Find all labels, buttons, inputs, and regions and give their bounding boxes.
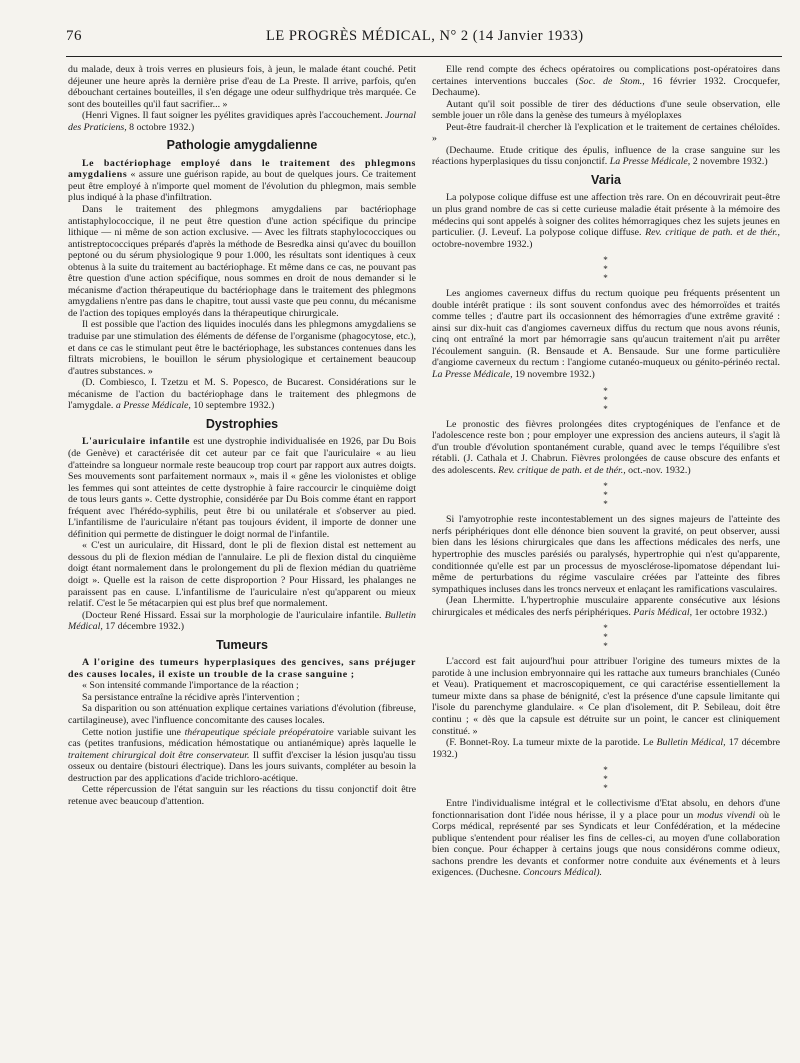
page-number: 76	[66, 28, 82, 44]
paragraph: A l'origine des tumeurs hyperplasiques des gencives, sans préjuger des causes locales, il existe un trouble de la crase sanguine ;	[68, 657, 416, 680]
quote-line: Sa disparition ou son atténuation explique certaines variations d'évolution (fibreuse, cartilagineuse), avec l'influence concomitante des causes locales.	[68, 703, 416, 726]
section-heading-tumeurs: Tumeurs	[216, 637, 268, 652]
paragraph: Le bactériophage employé dans le traitement des phlegmons amygdaliens « assure une guérison rapide, au bout de quelques jours. Ce traitement peut être employé à n'importe quel moment de l'évolution du phlegmon, mais semble plus indiqué à la phase d'infiltration.	[68, 157, 416, 204]
paragraph: Elle rend compte des échecs opératoires ou complications post-opératoires dans certaines interventions buccales (Soc. de Stom., 16 février 1932. Crocquefer, Dechaume).	[432, 64, 780, 99]
paragraph: Le pronostic des fièvres prolongées dites cryptogéniques de l'enfance et de l'adolescence reste bon ; pour employer une expression des anciens auteurs, il s'agit là d'un trouble d'évolution spontanément curable, quand avec le temps l'équilibre s'est rétabli. (J. Cathala et J. Chabrun. Fièvres prolongées de cause obscure des enfants et des adolescents. Rev. critique de path. et de thér., oct.-nov. 1932.)	[432, 418, 780, 476]
paragraph: L'auriculaire infantile est une dystrophie individualisée en 1926, par Du Bois (de Genève) et caractérisée dit cet auteur par ce fait que l'auriculaire « au lieu d'atteindre sa longueur normale reste beaucoup trop court par rapport aux autres doigts. Ses mouvements sont parfaitement normaux », mais il « gêne les violonistes et oblige les femmes qui sont atteintes de cette dystrophie à faire raccourcir le cinquième doigt de tous leurs gants ». Cette dystrophie, considérée par Du Bois comme étant en rapport fréquent avec l'hérédo-syphilis, peut être bi ou unilatérale et s'observer au pied. L'infantilisme de l'auriculaire n'étant pas toujours évident, il importe de donner une définition qui permette de distinguer le doigt normal de l'infantile.	[68, 436, 416, 540]
asterism-separator: * * *	[603, 765, 609, 794]
left-column	[68, 64, 416, 807]
asterism-separator: * * *	[603, 255, 609, 284]
asterism-separator: * * *	[603, 623, 609, 652]
paragraph: La polypose colique diffuse est une affection très rare. On en découvrirait peut-être un plus grand nombre de cas si cette curieuse maladie était présente à la mémoire des médecins qui sont appelés à soigner des colites hémorragiques chez les sujets jeunes en particulier. (J. Leveuf. La polypose colique diffuse. Rev. critique de path. et de thér., octobre-novembre 1932.)	[432, 192, 780, 250]
reference: (D. Combiesco, I. Tzetzu et M. S. Popesco, de Bucarest. Considérations sur le mécanisme de l'action du bactériophage dans le traitement des phlegmons de l'amygdale. a Presse Médicale, 10 septembre 1932.)	[68, 377, 416, 412]
asterism-separator: * * *	[603, 481, 609, 510]
paragraph: Peut-être faudrait-il chercher là l'explication et le traitement de certaines chéloïdes. »	[432, 121, 780, 145]
reference: (Jean Lhermitte. L'hypertrophie musculaire apparente consécutive aux lésions chirurgicales et médicales des nerfs périphériques. Paris Médical, 1er octobre 1932.)	[432, 595, 780, 618]
reference: (Dechaume. Etude critique des épulis, influence de la crase sanguine sur les réactions hyperplasiques du tissu conjonctif. La Presse Médicale, 2 novembre 1932.)	[432, 144, 780, 168]
section-heading-dystrophies: Dystrophies	[205, 416, 279, 431]
paragraph: Les angiomes caverneux diffus du rectum quoique peu fréquents présentent un double intérêt pratique : ils sont souvent confondus avec des hémorroïdes et traités comme telles ; d'autre part ils occasionnent des hémorragies d'une extrême gravité : ainsi sur dix-huit cas d'angiomes caverneux diffus du rectum que nous avons réunis, cinq ont entraîné la mort par hémorragie sans qu'aucun traitement n'ait pu arrêter l'écoulement sanguin. (R. Bensaude et A. Bensaude. Sur une forme particulière d'angiome caverneux du rectum : l'angiome cutanéo-muqueux ou génito-périnéo rectal. La Presse Médicale, 19 novembre 1932.)	[432, 288, 780, 381]
paragraph: Si l'amyotrophie reste incontestablement un des signes majeurs de l'atteinte des nerfs périphériques dont elle dénonce bien souvent la gravité, on peut observer, aussi bien dans les lésions chirurgicales que dans les affections médicales des nerfs, une hypertrophie des muscles parésiés ou paralysés, hypertrophie qui n'est qu'apparente, conditionnée qu'elle est par un processus de myosclérose-lipomatose dépendant lui-même de perturbations du régime vasculaire créées par l'atteinte des fibres sympathiques incluses dans les troncs nerveux et enlaçant les ramifications vasculaires.	[432, 514, 780, 595]
quote-line: Sa persistance entraîne la récidive après l'intervention ;	[82, 691, 300, 703]
paragraph: du malade, deux à trois verres en plusieurs fois, à jeun, le malade étant couché. Petit déjeuner une heure après la dernière prise d'eau de La Preste. Il arrive, parfois, qu'en débouchant certaines bouteilles, il s'en dégage une odeur sulfhydrique très marquée. Ce sont des bouteilles qu'il faut sacrifier... »	[68, 64, 416, 110]
reference: (F. Bonnet-Roy. La tumeur mixte de la parotide. Le Bulletin Médical, 17 décembre 1932.)	[432, 737, 780, 760]
paragraph: Entre l'individualisme intégral et le collectivisme d'Etat absolu, en dehors d'une fonctionnarisation dont l'idée nous hérisse, il y a place pour un modus vivendi où le Corps médical, représenté par ses Syndicats et leur Confédération, et la médecine publique s'entendent pour réaliser les fins de celles-ci, au moyen d'une collaboration bien conçue. Pour échapper à certains jougs que nous considérons comme odieux, sachons prendre les devants et conformer notre conduite aux événements et à leurs exigences. (Duchesne. Concours Médical).	[432, 798, 780, 879]
header-rule	[66, 56, 782, 57]
right-column	[432, 64, 780, 879]
running-title: LE PROGRÈS MÉDICAL, N° 2 (14 Janvier 1933)	[266, 28, 584, 44]
paragraph: Cette notion justifie une thérapeutique spéciale préopératoire variable suivant les cas (petites tranfusions, médication hémostatique ou antianémique) après laquelle le traitement chirurgical doit être conservateur. Il suffit d'exciser la lésion jusqu'au tissu osseux ou dentaire (bistouri électrique). Dans les jours suivants, compléter au besoin la destruction par des applications d'acide trichloro-acétique.	[68, 726, 417, 784]
paragraph: « C'est un auriculaire, dit Hissard, dont le pli de flexion distal est nettement au dessous du pli de flexion médian de l'annulaire. Le pli de flexion distal du cinquième doigt étant normalement dans le prolongement du pli de flexion médian du quatrième doigt ». Quelle est la raison de cette disproportion ? Pour Hissard, les phalanges ne paraissent pas en cause. L'infantilisme de l'auriculaire n'est qu'apparent ou mieux relatif. C'est le 5e métacarpien qui est plus bref que normalement.	[68, 540, 416, 610]
paragraph: L'accord est fait aujourd'hui pour attribuer l'origine des tumeurs mixtes de la parotide à une inclusion embryonnaire qui les rattache aux tumeurs branchiales (Cunéo et Veau). Pratiquement et macroscopiquement, ce qui caractérise essentiellement la tumeur mixte dans sa phase de bénignité, c'est la présence d'une capsule limitante qui l'isole du parenchyme glandulaire. « Ce plan d'isolement, dit P. Sebileau, doit être continu ; « dès que la capsule est détruite sur un point, le cancer est cliniquement constitué. »	[432, 656, 780, 737]
paragraph: Cette répercussion de l'état sanguin sur les réactions du tissu conjonctif doit être retenue avec beaucoup d'attention.	[68, 784, 416, 807]
paragraph: Autant qu'il soit possible de tirer des déductions d'une seule observation, elle semble jouer un rôle dans la genèse des tumeurs à myéloplaxes	[432, 98, 780, 122]
asterism-separator: * * *	[603, 385, 609, 414]
section-heading-varia: Varia	[591, 172, 621, 187]
reference: (Henri Vignes. Il faut soigner les pyélites gravidiques après l'accouchement. Journal des Praticiens, 8 octobre 1932.)	[68, 110, 416, 133]
section-heading-pathologie: Pathologie amygdalienne	[166, 138, 318, 153]
quote-line: « Son intensité commande l'importance de la réaction ;	[82, 680, 299, 692]
paragraph: Dans le traitement des phlegmons amygdaliens par bactériophage antistaphylococcique, il ne peut être question d'une action spécifique du principe lithique — ni même de son action exclusive. — Avec les filtrats staphylococciques ou antistreptococciques préparés d'après la méthode de Besredka ainsi qu'avec du bouillon peptoné ou du sérum physiologique 9 pour 1.000, les résultats sont identiques à ceux obtenus à la suite du traitement au bactériophage. Et même dans ce cas, ne pouvant pas être question d'une action spécifique, nous sommes en droit de nous demander si le mécanisme d'action thérapeutique du bactériophage dans le traitement des phlegmons amygdaliens n'entre pas dans le chapitre, tout aussi vaste que peu connu, du mécanisme de l'action des topiques employés dans la thérapeutique chirurgicale.	[68, 204, 416, 319]
running-header	[66, 28, 782, 50]
paragraph: Il est possible que l'action des liquides inoculés dans les phlegmons amygdaliens se traduise par une stimulation des éléments de défense de l'organisme (phagocytose, etc.), et dans ce cas le stimulant peut être le bactériophage, les substances contenues dans les filtrats microbiens, le bouillon le sérum physiologique et certainement beaucoup d'autres substances. »	[68, 319, 416, 377]
reference: (Docteur René Hissard. Essai sur la morphologie de l'auriculaire infantile. Bulletin Médical, 17 décembre 1932.)	[68, 609, 416, 633]
